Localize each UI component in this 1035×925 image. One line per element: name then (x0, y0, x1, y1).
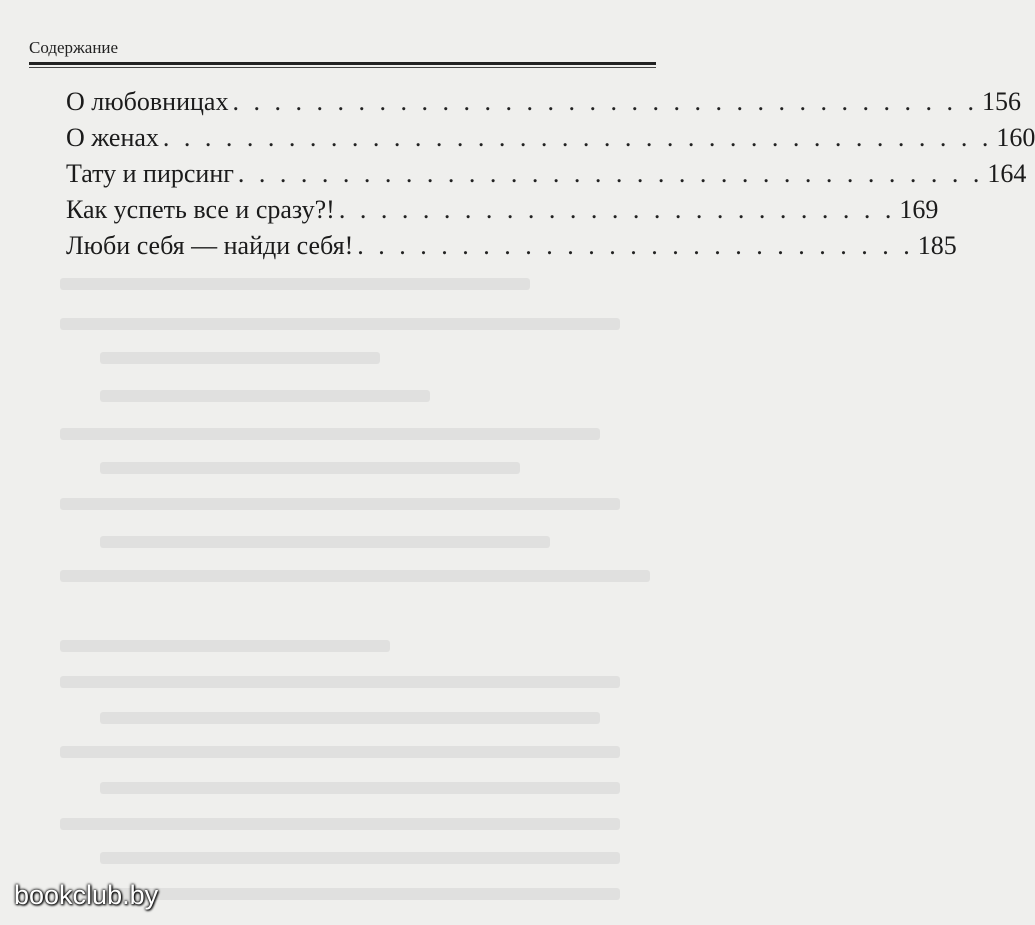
toc-dot-leader: . . . . . . . . . . . . . . . . . . . . . . . . . . . . . . . . . . . . . . . . (162, 123, 993, 152)
toc-entry-page: 185 (917, 231, 957, 260)
toc-entry (66, 156, 1027, 192)
table-of-contents (66, 84, 1035, 264)
toc-entry-title: Люби себя — найди себя! (66, 231, 354, 260)
toc-dot-leader: . . . . . . . . . . . . . . . . . . . . . . . . . . . (357, 231, 914, 260)
site-watermark: bookclub.by (14, 880, 159, 910)
header-rule-thick (29, 62, 656, 65)
toc-dot-leader: . . . . . . . . . . . . . . . . . . . . . . . . . . . . . . . . . . . . (237, 159, 984, 188)
toc-entry-page: 156 (981, 87, 1021, 116)
toc-entry-page: 164 (987, 159, 1027, 188)
toc-entry-title: Тату и пирсинг (66, 159, 234, 188)
toc-entry-title: О женах (66, 123, 159, 152)
toc-entry (66, 84, 1021, 120)
toc-entry (66, 228, 957, 264)
header-rule-thin (29, 67, 656, 68)
toc-entry (66, 192, 939, 228)
toc-entry-page: 169 (899, 195, 939, 224)
toc-entry-title: Как успеть все и сразу?! (66, 195, 335, 224)
toc-dot-leader: . . . . . . . . . . . . . . . . . . . . . . . . . . . (338, 195, 896, 224)
toc-entry (66, 120, 1035, 156)
toc-dot-leader: . . . . . . . . . . . . . . . . . . . . . . . . . . . . . . . . . . . . (232, 87, 978, 116)
toc-entry-title: О любовницах (66, 87, 229, 116)
running-head: Содержание (29, 38, 119, 57)
toc-entry-page: 160 (996, 123, 1035, 152)
